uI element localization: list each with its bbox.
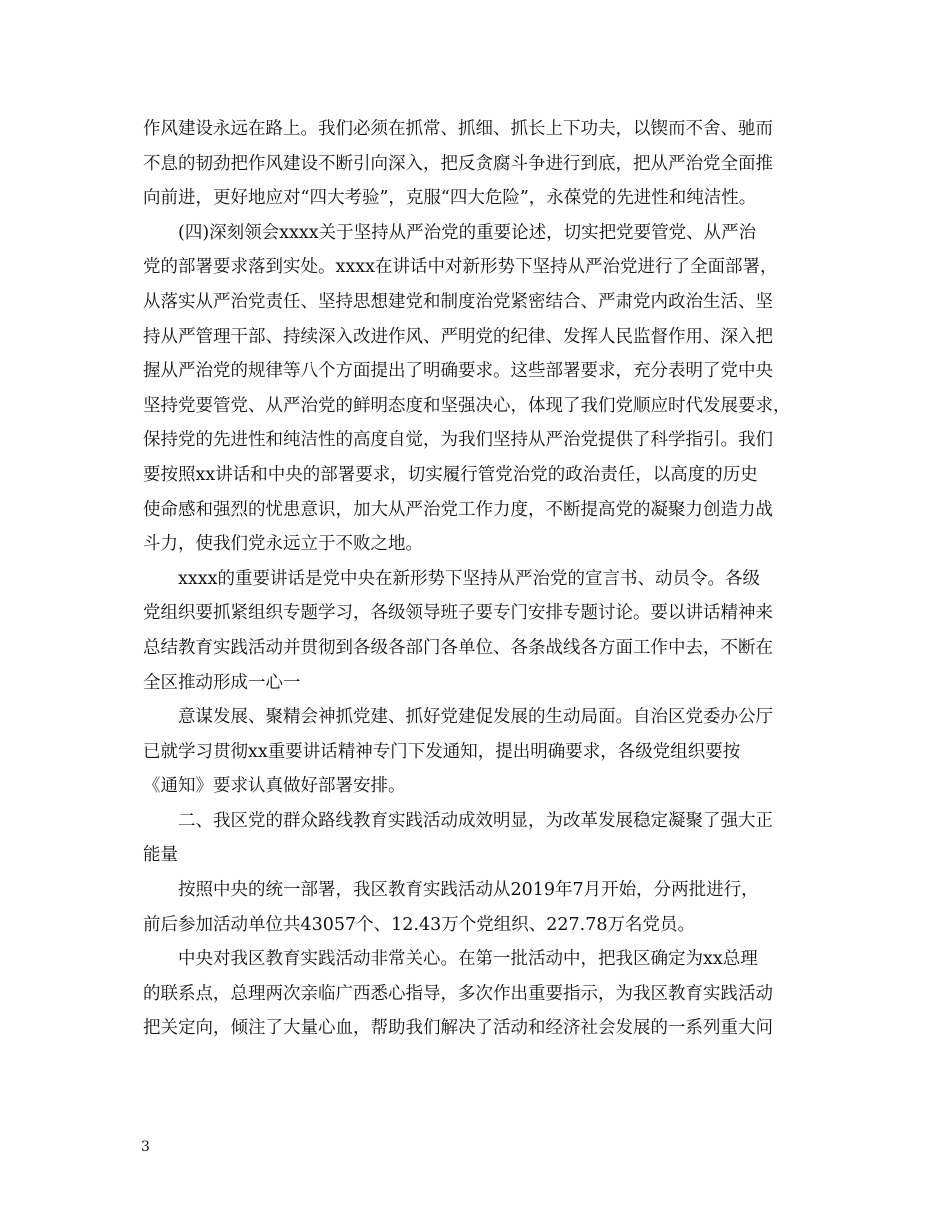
text-line: 保持党的先进性和纯洁性的高度自觉，为我们坚持从严治党提供了科学指引。我们 (143, 430, 773, 451)
text-line: 不息的韧劲把作风建设不断引向深入，把反贪腐斗争进行到底，把从严治党全面推 (143, 153, 773, 174)
text-line: xxxx的重要讲话是党中央在新形势下坚持从严治党的宣言书、动员令。各级 (178, 568, 760, 589)
page-number: 3 (141, 1139, 150, 1155)
text-line: 的联系点，总理两次亲临广西悉心指导，多次作出重要指示，为我区教育实践活动 (143, 983, 773, 1004)
text-line: (四)深刻领会xxxx关于坚持从严治党的重要论述，切实把党要管党、从严治 (178, 222, 757, 243)
text-line: 握从严治党的规律等八个方面提出了明确要求。这些部署要求，充分表明了党中央 (143, 361, 773, 382)
text-line: 总结教育实践活动并贯彻到各级各部门各单位、各条战线各方面工作中去，不断在 (143, 637, 773, 658)
text-line: 前后参加活动单位共43057个、12.43万个党组织、227.78万名党员。 (143, 914, 696, 935)
text-line: 二、我区党的群众路线教育实践活动成效明显，为改革发展稳定凝聚了强大正 (178, 810, 773, 831)
text-line: 党的部署要求落到实处。xxxx在讲话中对新形势下坚持从严治党进行了全面部署， (143, 257, 778, 278)
text-line: 要按照xx讲话和中央的部署要求，切实履行管党治党的政治责任，以高度的历史 (143, 464, 758, 485)
text-line: 从落实从严治党责任、坚持思想建党和制度治党紧密结合、严肃党内政治生活、坚 (143, 291, 773, 312)
text-line: 中央对我区教育实践活动非常关心。在第一批活动中，把我区确定为xx总理 (178, 949, 758, 970)
text-line: 能量 (143, 845, 178, 866)
text-line: 持从严管理干部、持续深入改进作风、严明党的纪律、发挥人民监督作用、深入把 (143, 326, 773, 347)
text-line: 向前进，更好地应对“四大考验”，克服“四大危险”，永葆党的先进性和纯洁性。 (143, 188, 757, 209)
text-line: 已就学习贯彻xx重要讲话精神专门下发通知，提出明确要求，各级党组织要按 (143, 741, 741, 762)
text-line: 党组织要抓紧组织专题学习，各级领导班子要专门安排专题讨论。要以讲话精神来 (143, 603, 773, 624)
text-line: 使命感和强烈的忧患意识，加大从严治党工作力度，不断提高党的凝聚力创造力战 (143, 499, 773, 520)
text-line: 斗力，使我们党永远立于不败之地。 (143, 534, 423, 555)
text-line: 《通知》要求认真做好部署安排。 (143, 776, 406, 797)
text-line: 作风建设永远在路上。我们必须在抓常、抓细、抓长上下功夫，以锲而不舍、驰而 (143, 119, 773, 139)
text-line: 意谋发展、聚精会神抓党建、抓好党建促发展的生动局面。自治区党委办公厅 (178, 707, 773, 728)
text-line: 全区推动形成一心一 (143, 672, 301, 693)
text-line: 把关定向，倾注了大量心血，帮助我们解决了活动和经济社会发展的一系列重大问 (143, 1018, 773, 1039)
body-text (143, 112, 823, 1046)
text-line: 坚持党要管党、从严治党的鲜明态度和坚强决心，体现了我们党顺应时代发展要求， (143, 395, 791, 416)
text-line: 按照中央的统一部署，我区教育实践活动从2019年7月开始，分两批进行， (178, 880, 759, 901)
